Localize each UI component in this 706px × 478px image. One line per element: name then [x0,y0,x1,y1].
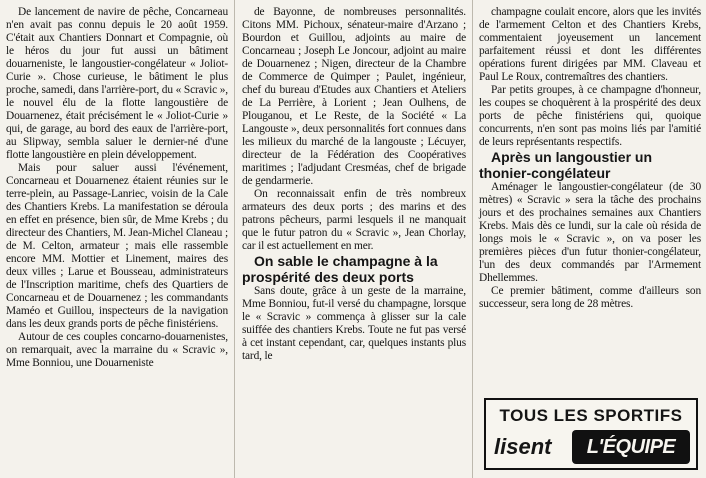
paragraph: Mais pour saluer aussi l'événement, Concarneau et Douarnenez étaient réunies sur le terre-plein, au Passage-Lanriec, voisin de la Cale des Chantiers Krebs. La manifestation se déroula en effet en présence, bien sûr, de Mme Krebs ; du directeur des Chantiers, M. Jean-Michel Claneau ; de M. Celton, armateur ; mais elle rassemble encore MM. Mottier et Linement, maires des deux villes ; Larue et Bousseau, administrateurs de l'Inscription maritime, chefs des Quartiers de Concarneau et de Douarnenez ; les commandants Maméo et Guillou, inspecteurs de la navigation dans les deux grands ports de pêche finistériens. [6,162,228,330]
paragraph: de Bayonne, de nombreuses personnalités. Citons MM. Pichoux, sénateur-maire d'Arzano ; Bourdon et Guillou, adjoints au maire de Concarneau ; Joseph Le Joncour, adjoint au maire de Douarnenez ; Nigen, directeur de la Chambre de Commerce de Quimper ; Paulet, ingénieur, chef du bureau d'Etudes aux Chantiers et Ateliers de La Perrière, à Lorient ; Jean Oulhens, de Plouganou, et Le Reste, de la Société « La Langouste », deux personnalités fort connues dans les milieux du marché de la langouste ; Lécuyer, directeur de la Fédération des Coopératives maritimes ; l'adjudant Cresméas, chef de brigade de gendarmerie. [242,6,466,187]
subheadline-champagne: On sable le champagne à la prospérité des deux ports [242,253,438,285]
paragraph: champagne coulait encore, alors que les invités de l'armement Celton et des Chantiers Krebs, commentaient joyeusement un lancement parfaitement réussi et dont les différentes opérations furent dirigées par MM. Claveau et Paul Le Roux, contremaîtres des chantiers. [479,6,701,83]
column-1 [6,6,228,370]
paragraph: On reconnaissait enfin de très nombreux armateurs des deux ports ; des marins et des patrons pêcheurs, parmi lesquels il ne manquait que le futur patron du « Scravic », Jean Chorlay, car il est actuellement en mer. [242,188,466,252]
paragraph: Autour de ces couples concarno-douarnenistes, on remarquait, avec la marraine du « Scravic », Mme Bonniou, une Douarneniste [6,331,228,369]
column-3 [479,6,701,311]
paragraph: De lancement de navire de pêche, Concarneau n'en avait pas connu depuis le 20 août 1959. C'était aux Chantiers Donnart et Compagnie, où le héros du jour fut aussi un bâtiment douarneniste, le langoustier-congélateur « Joliot-Curie ». Chose curieuse, le bâtiment le plus proche, samedi, dans l'arrière-port, du « Scravic », le nouvel élu de la flotte langoustière de Douarnenez, était précisément le « Joliot-Curie » qui, de garage, au bord des eaux de l'arrière-port, au Slipway, sembla saluer le dernier-né d'une flotte langoustière en plein développement. [6,6,228,161]
column-divider [234,0,235,478]
paragraph: Aménager le langoustier-congélateur (de 30 mètres) « Scravic » sera la tâche des prochains jours et des prochaines semaines aux Chantiers Krebs. Mais dès ce lundi, sur la cale où résida de longs mois le « Scravic », on va poser les premières pièces d'un futur thonier-congélateur, l'un des deux commandés par l'Armement Dhellemmes. [479,181,701,284]
ad-tagline: lisent [494,434,552,459]
paragraph: Par petits groupes, à ce champagne d'honneur, les coupes se choquèrent à la prospérité des deux ports de pêche finistériens qui, quoique concurrents, n'en sont pas moins liés par l'amitié de leurs représentants respectifs. [479,84,701,148]
column-2 [242,6,466,363]
newspaper-logo: L'ÉQUIPE [572,430,690,464]
paragraph: Ce premier bâtiment, comme d'ailleurs son successeur, sera long de 28 mètres. [479,285,701,310]
advertisement-box [484,398,698,470]
ad-headline: TOUS LES SPORTIFS [499,406,683,425]
column-divider [472,0,473,478]
paragraph: Sans doute, grâce à un geste de la marraine, Mme Bonniou, fut-il versé du champagne, lorsque le « Scravic » commença à glisser sur la cale suiffée des chantiers Krebs. Toute ne fut pas versé à cet instant cependant, car, quelques instants plus tard, le [242,285,466,362]
subheadline-thonier: Après un langoustier un thonier-congélateur [479,149,653,181]
